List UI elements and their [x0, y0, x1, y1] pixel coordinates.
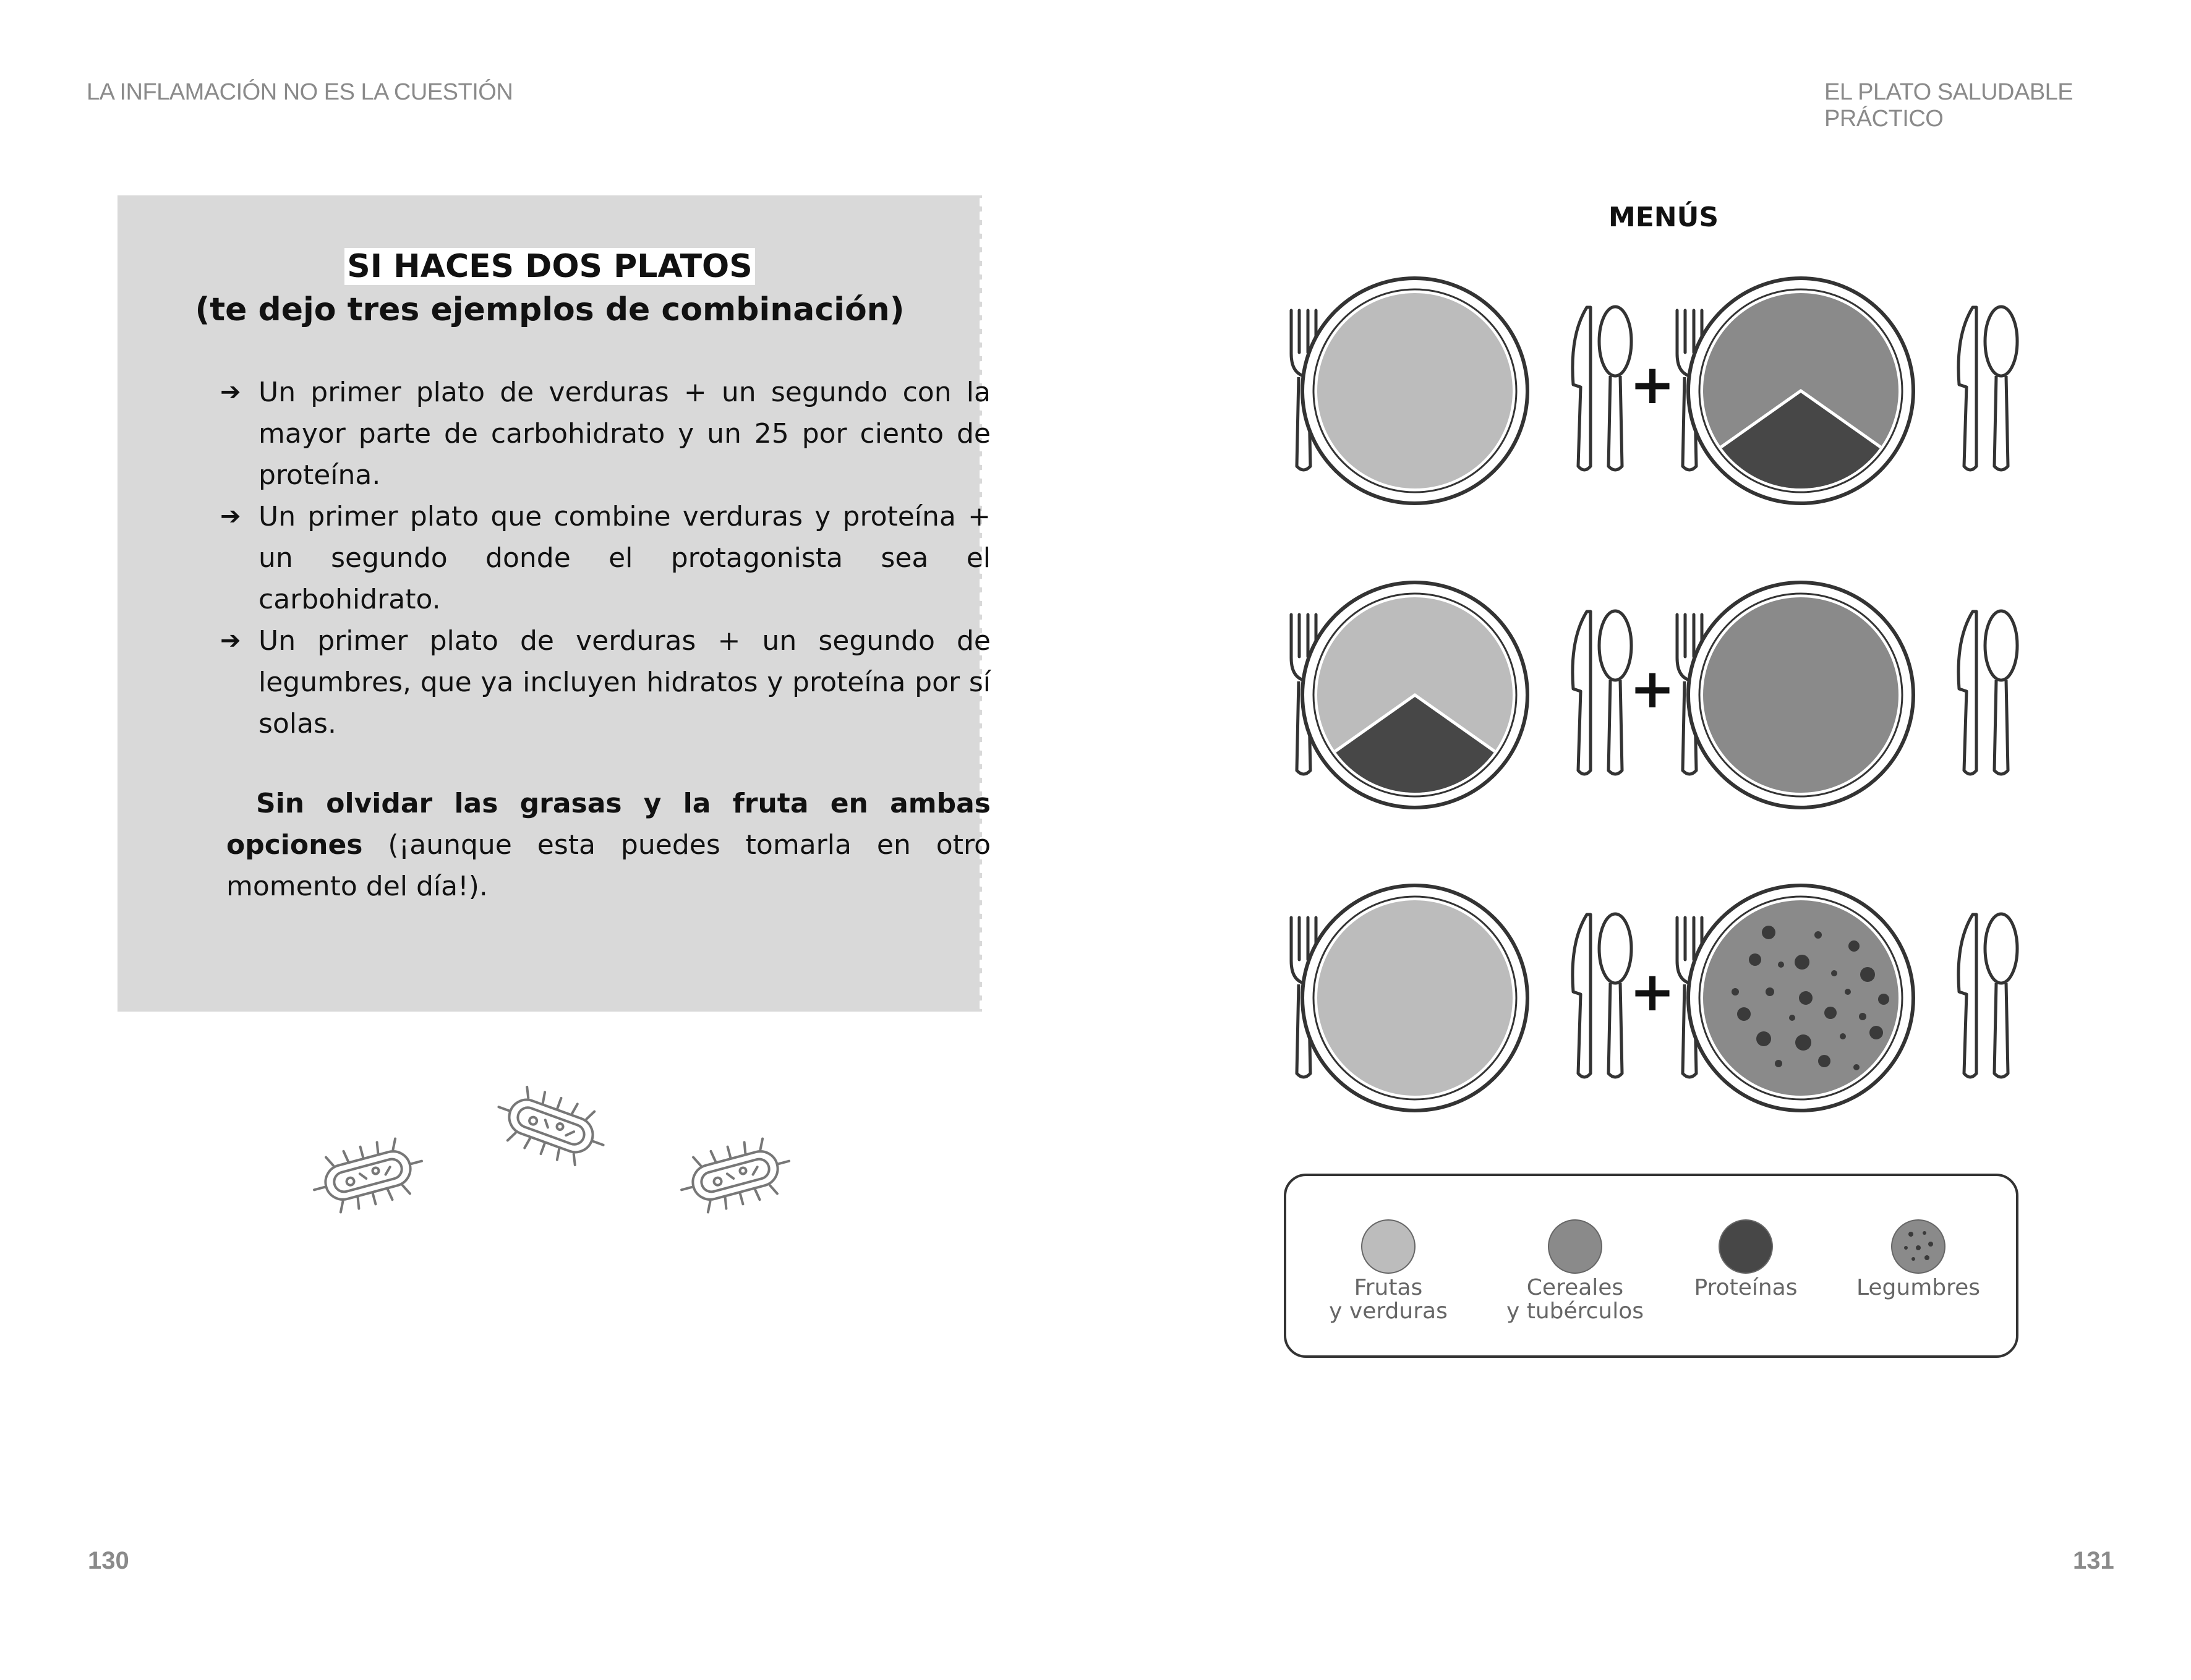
knife-icon: [1958, 915, 1976, 1077]
legend-swatch: [1361, 1219, 1416, 1274]
knife-icon: [1958, 307, 1976, 470]
plate-fill-legumes: [1703, 900, 1898, 1096]
knife-icon: [1573, 915, 1591, 1077]
legend-swatch: [1719, 1219, 1773, 1274]
plus-sign: +: [1629, 352, 1675, 416]
running-head-right: EL PLATO SALUDABLE PRÁCTICO: [1824, 79, 2074, 132]
page-number-left: 130: [88, 1547, 129, 1574]
arrow-icon: ➔: [220, 378, 241, 406]
spoon-icon: [1599, 914, 1631, 1077]
spoon-icon: [1599, 611, 1631, 774]
menu-row-3: [1291, 885, 2017, 1111]
knife-icon: [1958, 612, 1976, 774]
box-title-line2: (te dejo tres ejemplos de combinación): [195, 291, 905, 328]
legend: [1284, 1174, 2018, 1358]
spoon-icon: [1985, 914, 2017, 1077]
list-item: ➔ Un primer plato de verduras + un segundo con la mayor parte de carbohidrato y un 25 por ciento de proteína.: [215, 372, 991, 496]
list-item: ➔ Un primer plato que combine verduras y proteína + un segundo donde el protagonista sea el carbohidrato.: [215, 496, 991, 620]
plus-sign: +: [1629, 657, 1675, 720]
legend-swatch: [1548, 1219, 1602, 1274]
menu-row-2: [1291, 582, 2017, 808]
plus-sign: +: [1629, 960, 1675, 1023]
legume-dots-icon: [1892, 1221, 1944, 1273]
legend-swatch: [1891, 1219, 1945, 1274]
knife-icon: [1573, 307, 1591, 470]
box-title-line1: SI HACES DOS PLATOS: [344, 248, 754, 285]
legend-item-proteins: Proteínas: [1659, 1219, 1832, 1300]
page-number-right: 131: [2073, 1547, 2114, 1574]
arrow-icon: ➔: [220, 626, 241, 655]
plate-fill-vegetables: [1317, 900, 1513, 1096]
plate-fill-cereals: [1703, 597, 1898, 793]
closing-note: Sin olvidar las grasas y la fruta en ambas opciones (¡aunque esta puedes tomarla en otro momento del día!).: [226, 788, 991, 902]
legend-item-legumes: Legumbres: [1832, 1219, 2005, 1300]
menus-title: MENÚS: [1608, 202, 1719, 233]
list-item: ➔ Un primer plato de verduras + un segundo de legumbres, que ya incluyen hidratos y proteína por sí solas.: [215, 620, 991, 744]
spoon-icon: [1985, 307, 2017, 470]
spoon-icon: [1599, 307, 1631, 470]
spoon-icon: [1985, 611, 2017, 774]
menu-row-1: [1291, 278, 2017, 503]
arrow-icon: ➔: [220, 502, 241, 531]
running-head-left: LA INFLAMACIÓN NO ES LA CUESTIÓN: [87, 79, 513, 105]
knife-icon: [1573, 612, 1591, 774]
plate-fill-vegetables: [1317, 293, 1513, 488]
legend-item-fruits-vegetables: Frutas y verduras: [1302, 1219, 1475, 1323]
legend-item-cereals-tubers: Cereales y tubérculos: [1488, 1219, 1662, 1323]
